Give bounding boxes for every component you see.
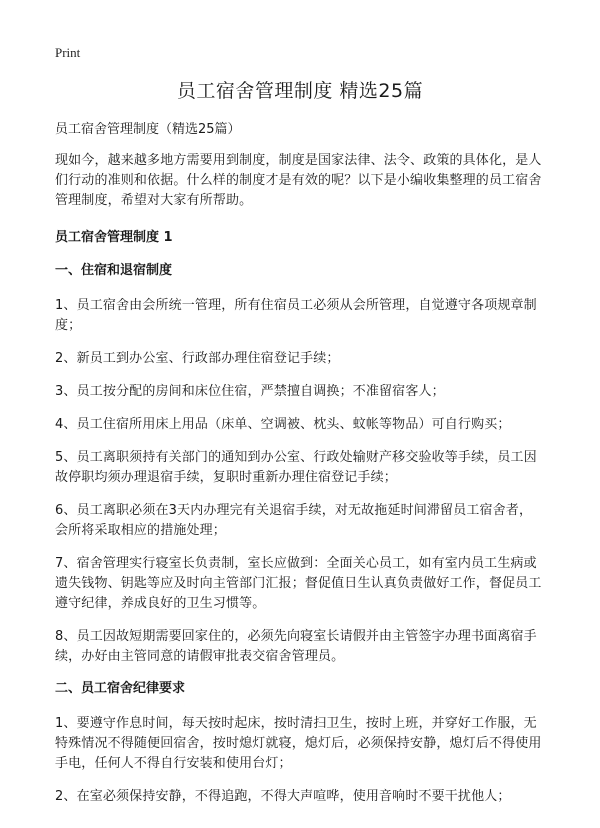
section-heading-1: 员工宿舍管理制度 1 xyxy=(55,230,173,245)
rule-item: 4、员工住宿所用床上用品（床单、空调被、枕头、蚊帐等物品）可自行购买； xyxy=(55,417,511,432)
rule-item: 6、员工离职必须在3天内办理完有关退宿手续，对无故拖延时间滞留员工宿舍者，会所将采取相应的措施处理； xyxy=(55,503,533,538)
rule-item: 8、员工因故短期需要回家住的，必须先向寝室长请假并由主管签字办理书面离宿手续，办好由主管同意的请假审批表交宿舍管理员。 xyxy=(55,629,537,664)
part-heading-discipline: 二、员工宿舍纪律要求 xyxy=(55,681,186,696)
part-heading-accommodation: 一、住宿和退宿制度 xyxy=(55,263,173,278)
rule-item: 7、宿舍管理实行寝室长负责制，室长应做到：全面关心员工，如有室内员工生病或遗失钱物、钥匙等应及时向主管部门汇报；督促值日生认真负责做好工作，督促员工遵守纪律，养成良好的卫生习惯等。 xyxy=(55,556,542,611)
intro-paragraph: 现如今，越来越多地方需要用到制度，制度是国家法律、法令、政策的具体化，是人们行动的准则和依据。什么样的制度才是有效的呢？以下是小编收集整理的员工宿舍管理制度，希望对大家有所帮助。 xyxy=(55,153,542,208)
document-title: 员工宿舍管理制度 精选25篇 xyxy=(176,80,424,102)
rule-item: 1、要遵守作息时间，每天按时起床，按时清扫卫生，按时上班，并穿好工作服，无特殊情况不得随便回宿舍，按时熄灯就寝，熄灯后，必须保持安静，熄灯后不得使用手电，任何人不得自行安装和使用台灯； xyxy=(55,716,542,771)
rule-item: 2、新员工到办公室、行政部办理住宿登记手续； xyxy=(55,351,340,366)
rule-item: 1、员工宿舍由会所统一管理，所有住宿员工必须从会所管理，自觉遵守各项规章制度； xyxy=(55,298,537,333)
document-subtitle: 员工宿舍管理制度（精选25篇） xyxy=(55,122,241,137)
rule-item: 2、在室必须保持安静，不得追跑，不得大声喧哗，使用音响时不要干扰他人； xyxy=(55,789,511,804)
print-link[interactable]: Print xyxy=(55,45,81,60)
rule-item: 5、员工离职须持有关部门的通知到办公室、行政处输财产移交验收等手续，员工因故停职均须办理退宿手续，复职时重新办理住宿登记手续； xyxy=(55,450,537,485)
rule-item: 3、员工按分配的房间和床位住宿，严禁擅自调换；不准留宿客人； xyxy=(55,384,445,399)
